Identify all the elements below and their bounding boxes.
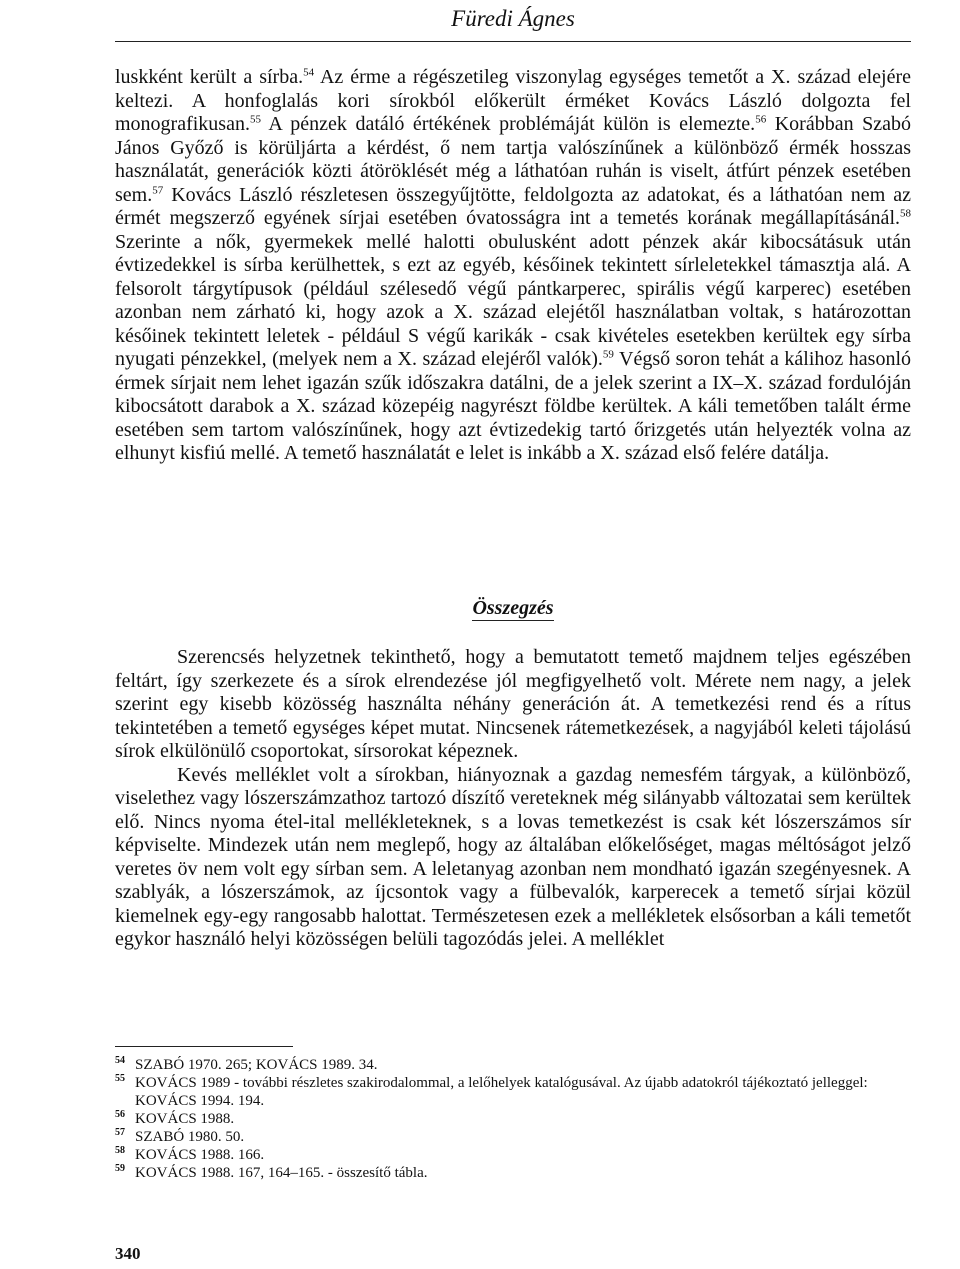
text-run: A pénzek datáló értékének problémáját külön is elemezte. (260, 113, 756, 135)
footnote-number: 56 (115, 1109, 125, 1120)
footnote-item (115, 1164, 911, 1182)
text-run: Szerencsés helyzetnek tekinthető, hogy a bemutatott temető majdnem teljes egészében feltárt, így szerkezete és a sírok elrendezése jól megfigyelhető volt. Mérete nem nagy, a jelek szerint egy kisebb közösség használta néhány generáción át. A temetkezési rend és a rítus tekintetében a temető egységes képet mutat. Nincsenek rátemetkezések, a nagyjából keleti tájolású sírok elkülönülő csoportokat, sírsorokat képeznek. (115, 646, 911, 762)
footnote-item (115, 1146, 911, 1164)
footnote-number: 59 (115, 1163, 125, 1174)
footnote-text: KOVÁCS 1989 - további részletes szakirodalommal, a lelőhelyek katalógusával. Az újabb adatokról tájékoztató jelleggel: KOVÁCS 1994. 194. (135, 1075, 868, 1109)
text-run: luskként került a sírba. (115, 66, 304, 88)
footnote-item (115, 1128, 911, 1146)
text-run: Korábban Szabó János Győző is körüljárta a kérdést, ő nem tartja valószínűnek a különböző érmék hosszas használatát, generációk közti átöröklését még a láthatóan ruhán is viselt, átfúrt pénzek esetében sem. (115, 113, 911, 206)
footnote-text: KOVÁCS 1988. 167, 164–165. - összesítő tábla. (135, 1165, 428, 1181)
text-run: Kevés melléklet volt a sírokban, hiányoznak a gazdag nemesfém tárgyak, a különböző, viselethez vagy lószerszámzathoz tartozó díszítő vereteknek még silányabb változatai sem kerültek elő. Nincs nyoma étel-ital mellékleteknek, s a lovas temetkezést is csak két lószerszámos sír képviselte. Mindezek után nem meglepő, hogy az általában előkelőséget, magas méltóságot jelző veretes öv nem volt egy sírban sem. A leletanyag azonban nem mondható igazán szegényesnek. A szablyák, a lószerszámok, az íjcsontok vagy a fülbevalók, karperecek a temető sírjai közül kiemelnek egy-egy rangosabb halottat. Természetesen ezek a mellékletek elsősorban a káli temetőt egykor használó helyi közösségen belüli tagozódás jelei. A melléklet (115, 763, 911, 950)
section-heading (115, 596, 911, 620)
footnote-ref: 58 (900, 207, 911, 220)
text-run: Szerinte a nők, gyermekek mellé halotti obulusként adott pénzek akár kibocsátásuk után évtizedekkel is sírba kerülhettek, s ezt az egyéb, későinek tekintett sírleletekkel támasztja alá. A felsorolt tárgytípusok (például szélesedő végű pántkarperec, spirális végű karperec) esetében azonban nem zárható ki, hogy azok a X. század elejétől használatban voltak, s határozottan későinek tekintett leletek - például S végű karikák - csak kivételes esetekben kerültek egy sírba nyugati pénzekkel, (melyek nem a X. század elejéről valók). (115, 230, 911, 370)
running-header: Füredi Ágnes (451, 6, 575, 31)
footnote-number: 57 (115, 1127, 125, 1138)
footnote-item (115, 1110, 911, 1128)
text-run: Végső soron tehát a kálihoz hasonló érmek sírjait nem lehet igazán szűk időszakra datálni, de a jelek szerint a IX–X. század fordulóján kibocsátott darabok a X. század közepéig nagyrészt földbe kerültek. A káli temetőben talált érme esetében sem tartom valószínűnek, hogy azt évtizedekig tartó őrizgetés után helyezték volna az elhunyt kisfiú mellé. A temető használatát e lelet is inkább a X. század első felére datálja. (115, 348, 912, 464)
paragraph (115, 66, 911, 466)
footnote-ref: 57 (152, 183, 164, 196)
body-text-summary (115, 646, 911, 952)
footnote-rule (115, 1046, 293, 1047)
footnote-text: SZABÓ 1970. 265; KOVÁCS 1989. 34. (135, 1057, 378, 1073)
footnote-ref: 54 (303, 66, 315, 79)
footnote-number: 54 (115, 1055, 125, 1066)
text-run: Az érme a régészetileg viszonylag egységes temetőt a X. század elejére keltezi. A honfoglalás kori sírokból előkerült érméket Kovács László dolgozta fel monografikusan. (115, 66, 911, 135)
footnote-ref: 59 (602, 348, 614, 361)
footnote-item (115, 1074, 911, 1110)
header-rule (115, 41, 911, 42)
footnote-ref: 56 (755, 113, 767, 126)
footnote-item (115, 1056, 911, 1074)
text-run: Kovács László részletesen összegyűjtötte, feldolgozta az adatokat, és a láthatóan nem az érmét megszerző egyének sírjai esetében óvatosságra int a temetés korának megállapításánál. (115, 183, 911, 229)
footnote-number: 58 (115, 1145, 125, 1156)
footnote-ref: 55 (249, 113, 261, 126)
footnote-text: KOVÁCS 1988. 166. (135, 1147, 265, 1163)
section-heading-text: Összegzés (472, 597, 554, 619)
paragraph (115, 646, 911, 764)
paragraph (115, 764, 911, 952)
footnotes (115, 1056, 911, 1182)
body-text-main (115, 66, 911, 466)
footnote-number: 55 (115, 1073, 125, 1084)
footnote-text: KOVÁCS 1988. (135, 1111, 235, 1127)
footnote-text: SZABÓ 1980. 50. (135, 1129, 245, 1145)
page-number: 340 (115, 1244, 141, 1263)
